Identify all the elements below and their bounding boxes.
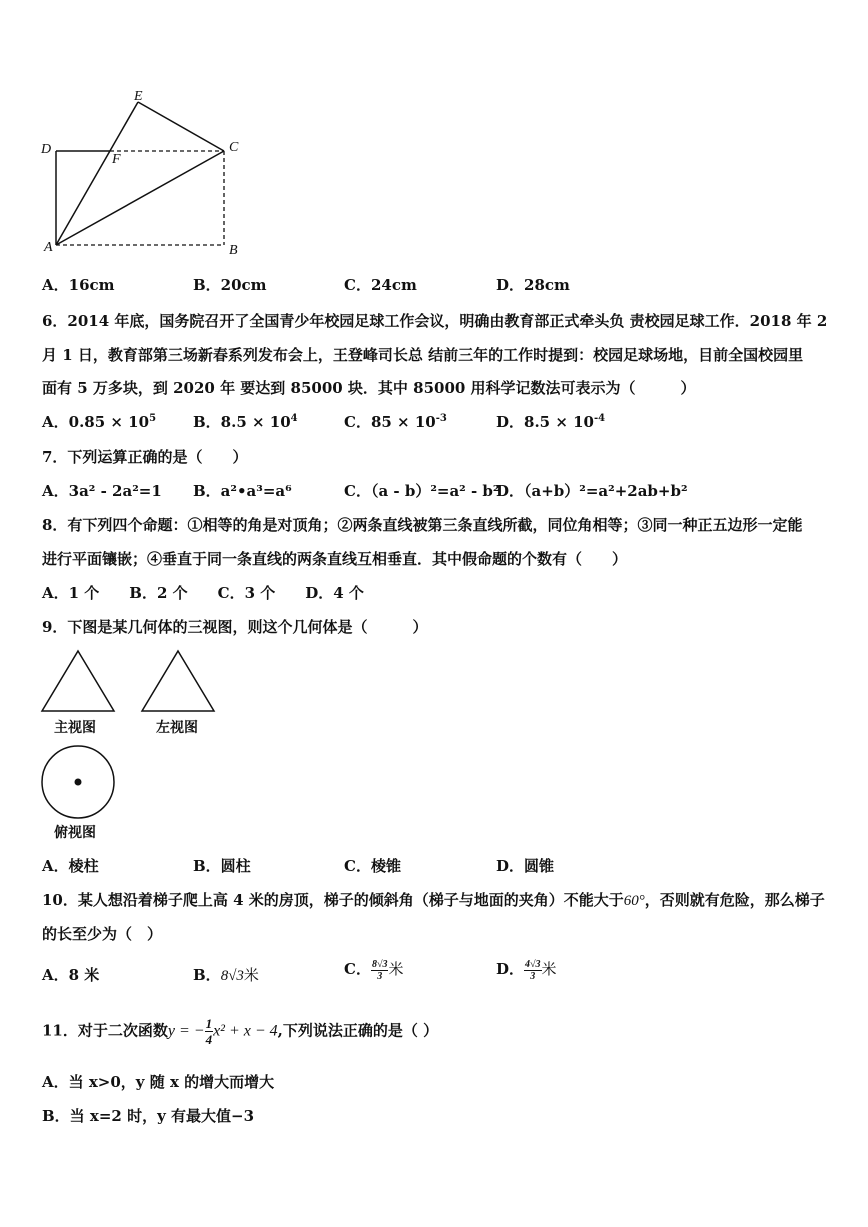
q5-option-c: C．24cm — [344, 276, 417, 294]
q6-line-3: 面有 5 万多块，到 2020 年 要达到 85000 块．其中 85000 用科学记数法可表示为（ ） — [42, 379, 696, 397]
q6-option-d-base: D．8.5 × 10 — [496, 413, 594, 431]
label-A: A — [44, 240, 53, 255]
q10-line-2: 的长至少为（ ） — [42, 925, 163, 943]
q10-option-b-math: 8√3 — [220, 968, 244, 984]
q9-option-b: B．圆柱 — [193, 857, 251, 875]
q6-option-a-base: A．0.85 × 10 — [42, 413, 150, 431]
q6-option-d — [496, 411, 605, 432]
q10-option-b — [193, 964, 259, 985]
q6-option-a — [42, 411, 156, 432]
q6-option-d-exp: -4 — [594, 413, 606, 424]
q6-line-1: 6．2014 年底，国务院召开了全国青少年校园足球工作会议，明确由教育部正式牵头负 责校园足球工作．2018 年 2 — [42, 312, 828, 330]
front-view-caption: 主视图 — [54, 720, 96, 736]
q10-line-1-text-b: ，否则就有危险，那么梯子 — [644, 891, 825, 909]
q10-option-b-prefix: B． — [193, 966, 221, 984]
q10-option-c-fraction — [371, 959, 389, 982]
front-view-triangle — [38, 648, 118, 714]
q8-options: A．1 个 B．2 个 C．3 个 D．4 个 — [42, 584, 364, 602]
q8-line-2: 进行平面镶嵌；④垂直于同一条直线的两条直线互相垂直．其中假命题的个数有（ ） — [42, 550, 628, 568]
q11-formula-den: 4 — [205, 1032, 213, 1047]
q7-option-c: C．（a - b）²=a² - b² — [344, 482, 500, 500]
q6-option-b — [193, 411, 298, 432]
label-E: E — [134, 89, 143, 104]
q10-option-d-den: 3 — [530, 970, 536, 982]
q5-option-a: A．16cm — [42, 276, 115, 294]
q11-formula-rhs: x² + x − 4 — [213, 1022, 278, 1040]
q10-option-c-den: 3 — [377, 970, 383, 982]
q10-option-d-num: 4√3 — [525, 958, 541, 970]
label-F: F — [112, 152, 121, 167]
q6-option-b-base: B．8.5 × 10 — [193, 413, 291, 431]
left-view-triangle — [138, 648, 218, 714]
q10-option-d — [496, 958, 557, 982]
q11-stem-prefix: 11．对于二次函数 — [42, 1021, 168, 1040]
q7-option-a: A．3a² - 2a²=1 — [42, 482, 162, 500]
q6-option-c — [344, 411, 447, 432]
label-D: D — [41, 142, 52, 157]
q9-stem: 9．下图是某几何体的三视图，则这个几何体是（ ） — [42, 618, 428, 636]
q11-option-b: B．当 x=2 时，y 有最大值−3 — [42, 1107, 255, 1125]
q6-option-c-base: C．85 × 10 — [344, 413, 436, 431]
q5-option-b: B．20cm — [193, 276, 267, 294]
q6-option-a-exp: 5 — [149, 413, 157, 424]
q10-option-a: A．8 米 — [42, 966, 100, 984]
q10-option-c-prefix: C． — [344, 960, 371, 978]
q10-option-d-fraction — [524, 959, 542, 982]
q6-line-2: 月 1 日，教育部第三场新春系列发布会上，王登峰司长总 结前三年的工作时提到：校园足球场地，目前全国校园里 — [42, 346, 804, 364]
rectangle-fold-figure — [30, 85, 290, 265]
top-view-circle — [38, 742, 118, 822]
q9-option-d: D．圆锥 — [496, 857, 555, 875]
q6-option-b-exp: 4 — [290, 413, 298, 424]
q10-option-d-prefix: D． — [496, 960, 525, 978]
q10-option-c-num: 8√3 — [371, 958, 388, 970]
label-B: B — [229, 243, 238, 258]
q7-option-d: D．（a+b）²=a²+2ab+b² — [496, 482, 688, 500]
q11-formula-num: 1 — [205, 1016, 213, 1031]
q11-stem-suffix: ,下列说法正确的是（ ） — [277, 1021, 439, 1040]
q10-option-c — [344, 958, 403, 982]
q11-stem — [42, 1016, 438, 1047]
q7-stem: 7．下列运算正确的是（ ） — [42, 448, 248, 466]
top-view-caption: 俯视图 — [54, 825, 96, 841]
q8-line-1: 8．有下列四个命题：①相等的角是对顶角；②两条直线被第三条直线所截，同位角相等；③同一种正五边形一定能 — [42, 516, 803, 534]
q5-option-d: D．28cm — [496, 276, 570, 294]
q11-option-a: A．当 x>0，y 随 x 的增大而增大 — [42, 1073, 275, 1091]
q6-option-c-exp: -3 — [435, 413, 447, 424]
q11-formula-lhs: y = − — [167, 1022, 205, 1040]
q11-formula-fraction — [205, 1016, 214, 1047]
q9-option-a: A．棱柱 — [42, 857, 99, 875]
q10-option-b-suffix: 米 — [243, 966, 259, 984]
q10-line-1 — [42, 889, 825, 910]
q9-option-c: C．棱锥 — [344, 857, 401, 875]
q7-option-b: B．a²•a³=a⁶ — [193, 482, 292, 500]
q10-line-1-text-a: 10．某人想沿着梯子爬上高 4 米的房顶，梯子的倾斜角（梯子与地面的夹角）不能大于 — [42, 891, 624, 909]
label-C: C — [229, 140, 239, 155]
q10-option-d-suffix: 米 — [541, 960, 557, 978]
q10-angle: 60° — [623, 893, 645, 909]
left-view-caption: 左视图 — [156, 720, 198, 736]
q10-option-c-suffix: 米 — [388, 960, 404, 978]
